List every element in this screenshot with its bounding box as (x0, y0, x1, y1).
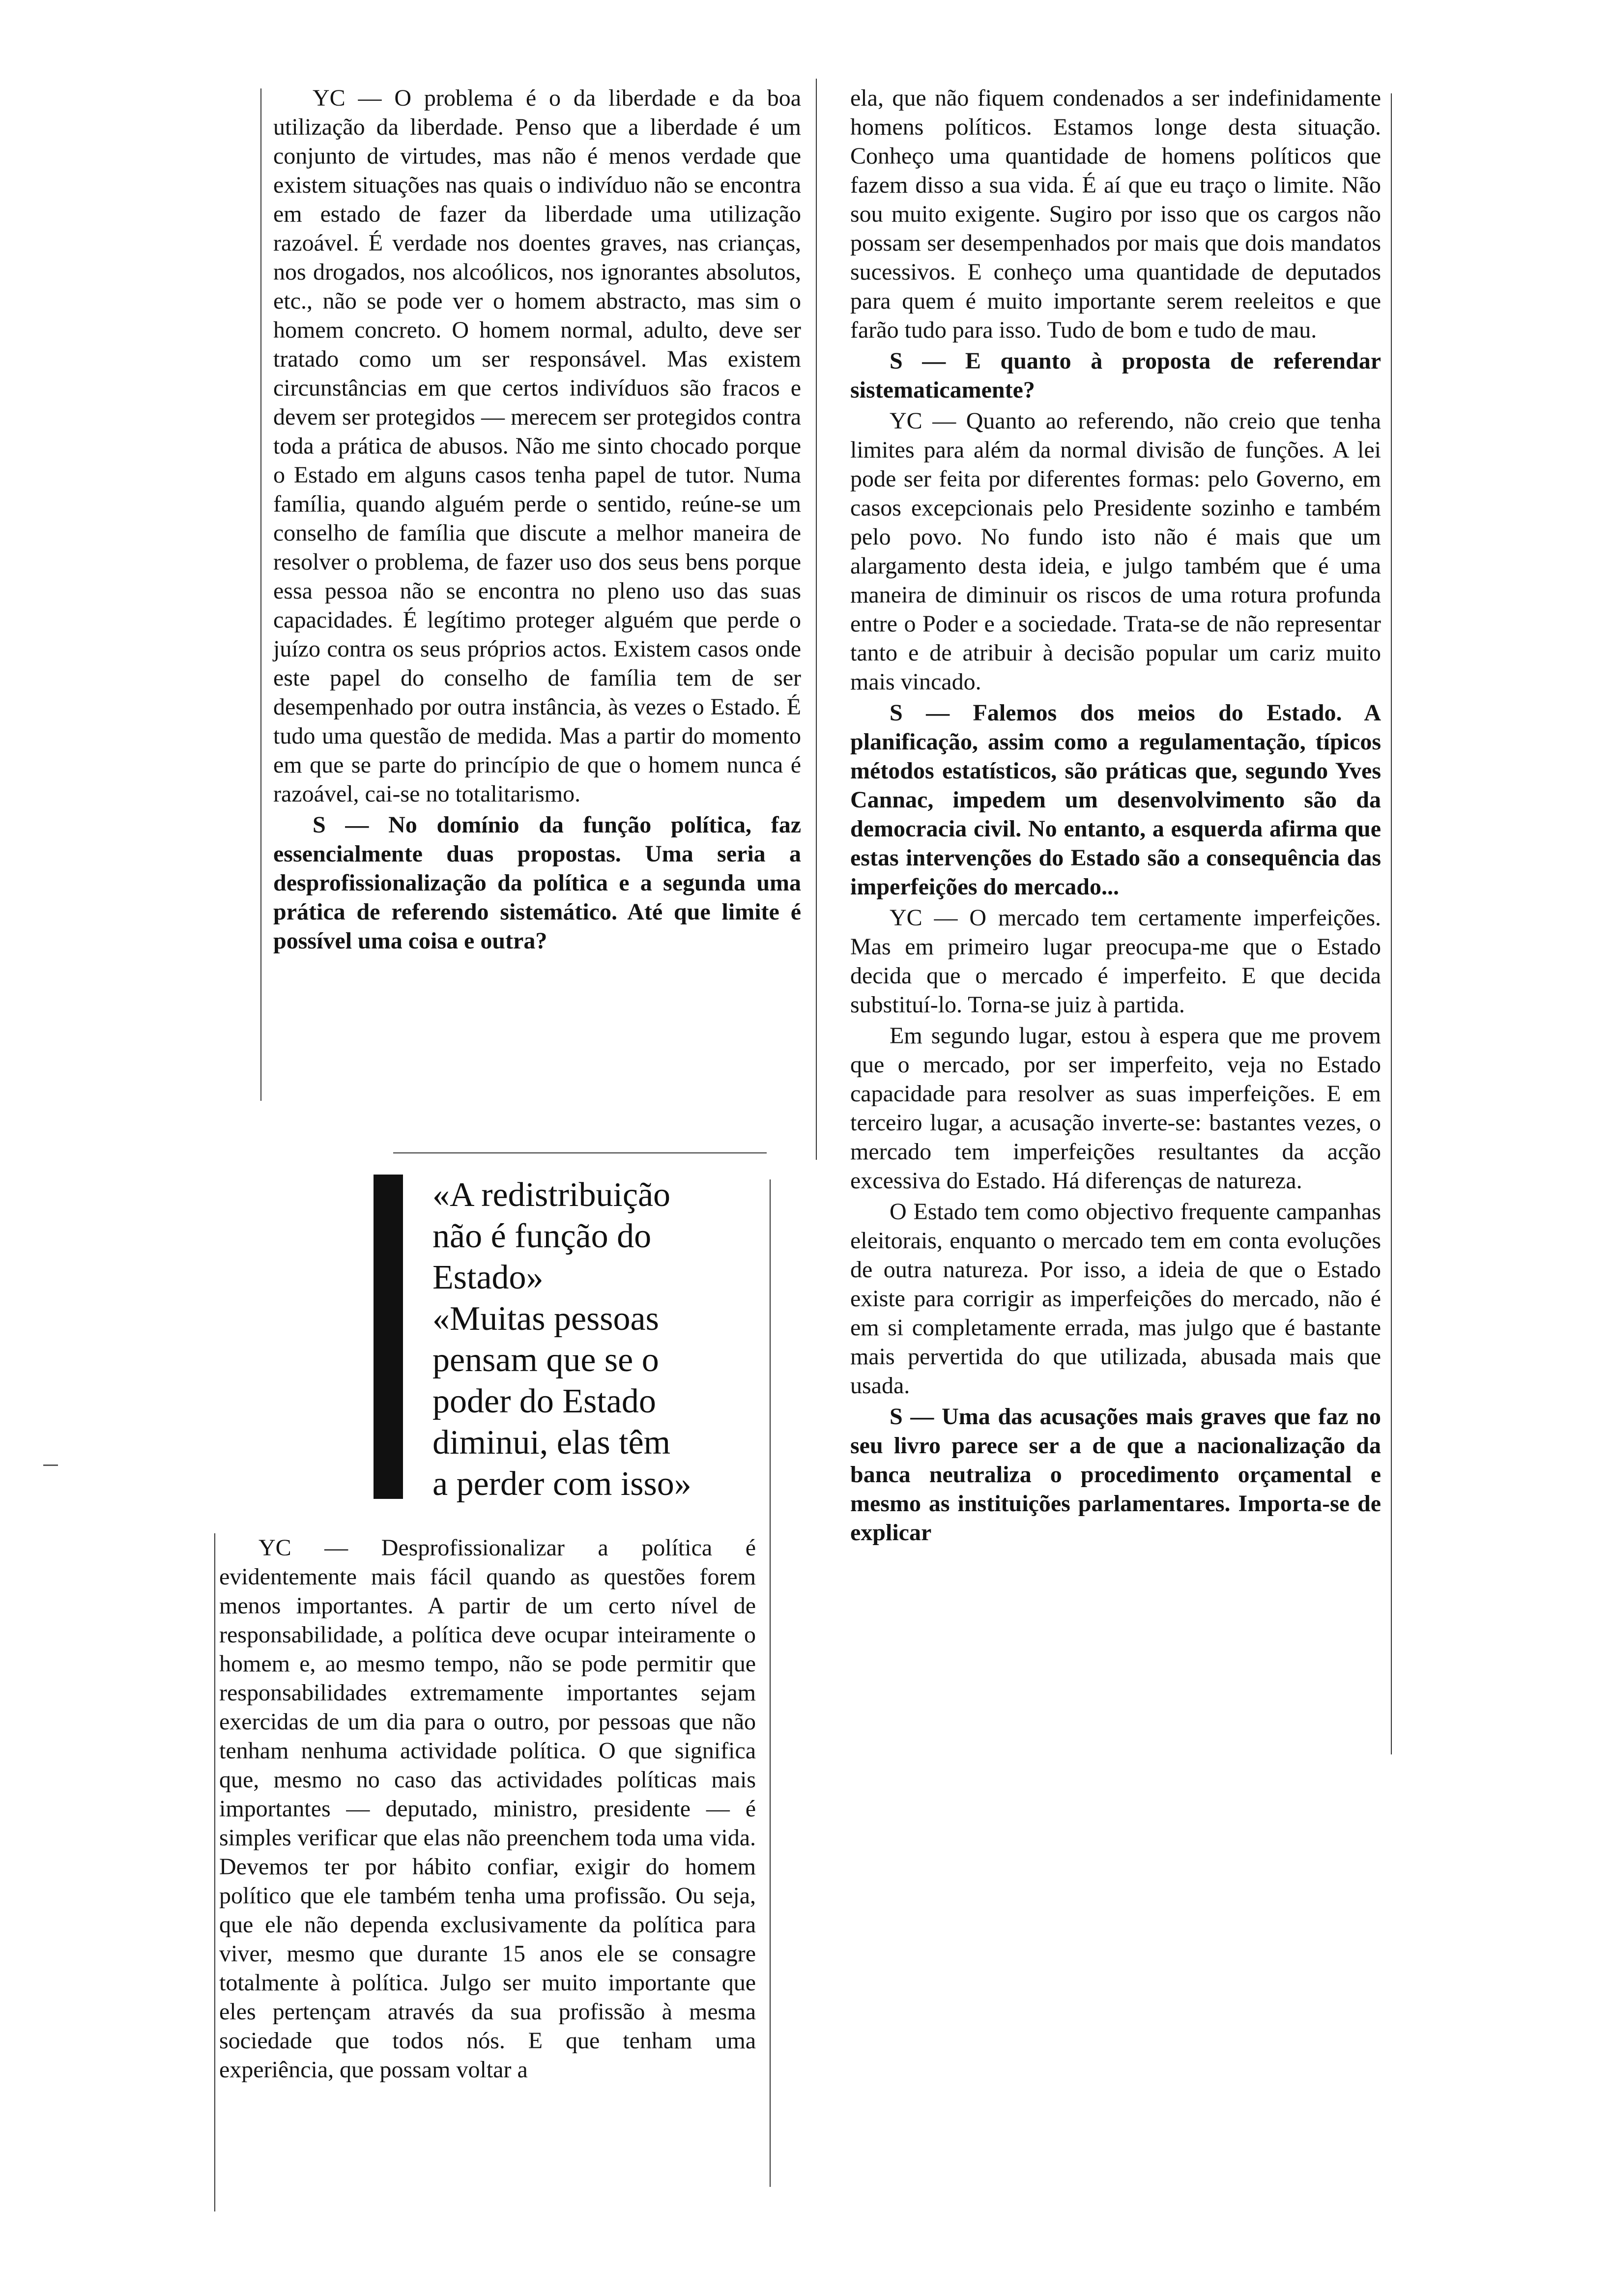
question-paragraph: S — Falemos dos meios do Estado. A planificação, assim como a regulamentação, típicos métodos estatísticos, são práticas que, segundo Yves Cannac, impedem um desenvolvimento são da democracia civil. No entanto, a esquerda afirma que estas intervenções do Estado são a consequência das imperfeições do mercado... (850, 700, 1381, 900)
continued-paragraph: ela, que não fiquem condenados a ser indefinidamente homens políticos. Estamos longe desta situação. Conheço uma quantidade de homens políticos que fazem disso a sua vida. É aí que eu traço o limite. Não sou muito exigente. Sugiro por isso que os cargos não possam ser desempenhados por mais que dois mandatos sucessivos. E conheço uma quantidade de deputados para quem é muito importante serem reeleitos e que farão tudo para isso. Tudo de bom e tudo de mau. (850, 85, 1381, 343)
answer-paragraph: YC — O problema é o da liberdade e da boa utilização da liberdade. Penso que a liberdade é um conjunto de virtudes, mas não é menos verdade que existem situações nas quais o indivíduo não se encontra em estado de fazer da liberdade uma utilização razoável. É verdade nos doentes graves, nas crianças, nos drogados, nos alcoólicos, nos ignorantes absolutos, etc., não se pode ver o homem abstracto, mas sim o homem concreto. O homem normal, adulto, deve ser tratado como um ser responsável. Mas existem circunstâncias em que certos indivíduos são fracos e devem ser protegidos — merecem ser protegidos contra toda a prática de abusos. Não me sinto chocado porque o Estado em alguns casos tenha papel de tutor. Numa família, quando alguém perde o sentido, reúne-se um conselho de família que discute a melhor maneira de resolver o problema, de fazer uso dos seus bens porque essa pessoa não se encontra no pleno uso das suas capacidades. É legítimo proteger alguém que perde o juízo contra os seus próprios actos. Existem casos onde este papel do conselho de família tem de ser desempenhado por outra instância, às vezes o Estado. É tudo uma questão de medida. Mas a partir do momento em que se parte do princípio de que o homem nunca é razoável, cai-se no totalitarismo. (273, 85, 801, 807)
pull-quote (374, 1175, 767, 1519)
pull-quote-bar (374, 1175, 403, 1499)
column-rule-left-lower (214, 1533, 215, 2211)
pull-quote-line: poder do Estado (432, 1382, 656, 1420)
column-rule-center (816, 79, 817, 1160)
article-column-left-bottom (219, 1533, 756, 2084)
column-rule-left (260, 88, 261, 1101)
answer-paragraph: YC — Desprofissionalizar a política é evidentemente mais fácil quando as questões forem menos importantes. A partir de um certo nível de responsabilidade, a política deve ocupar inteiramente o homem e, ao mesmo tempo, não se pode permitir que responsabilidades extremamente importantes sejam exercidas de um dia para o outro, por pessoas que não tenham nenhuma actividade política. O que significa que, mesmo no caso das actividades políticas mais importantes — deputado, ministro, presidente — é simples verificar que elas não preenchem toda uma vida. Devemos ter por hábito confiar, exigir do homem político que ele também tenha uma profissão. Ou seja, que ele não dependa exclusivamente da política para viver, mesmo que durante 15 anos ele se consagre totalmente à política. Julgo ser muito importante que eles pertençam através da sua profissão à mesma sociedade que todos nós. E que tenham uma experiência, que possam voltar a (219, 1535, 756, 2083)
pull-quote-line: não é função do (432, 1217, 652, 1255)
question-paragraph: S — No domínio da função política, faz essencialmente duas propostas. Uma seria a desprofissionalização da política e a segunda uma prática de referendo sistemático. Até que limite é possível uma coisa e outra? (273, 812, 801, 954)
margin-mark (43, 1464, 58, 1466)
pull-quote-line: diminui, elas têm (432, 1424, 671, 1462)
answer-paragraph: YC — Quanto ao referendo, não creio que tenha limites para além da normal divisão de funções. A lei pode ser feita por diferentes formas: pelo Governo, em casos excepcionais pelo Presidente sozinho e também pelo povo. No fundo isto não é mais que um alargamento desta ideia, e julgo também que é uma maneira de diminuir os riscos de uma rotura profunda entre o Poder e a sociedade. Trata-se de não representar tanto e de atribuir à decisão popular um cariz muito mais vincado. (850, 408, 1381, 695)
question-paragraph: S — Uma das acusações mais graves que faz no seu livro parece ser a de que a nacionalização da banca neutraliza o procedimento orçamental e mesmo as instituições parlamentares. Importa-se de explicar (850, 1404, 1381, 1546)
answer-paragraph: Em segundo lugar, estou à espera que me provem que o mercado, por ser imperfeito, veja no Estado capacidade para resolver as suas imperfeições. E em terceiro lugar, a acusação inverte-se: bastantes vezes, o mercado tem imperfeições resultantes da acção excessiva do Estado. Há diferenças de natureza. (850, 1023, 1381, 1194)
pull-quote-line: pensam que se o (432, 1341, 659, 1379)
question-paragraph: S — E quanto à proposta de referendar sistematicamente? (850, 348, 1381, 403)
column-rule-right (1391, 93, 1392, 1754)
pull-quote-line: «Muitas pessoas (432, 1300, 659, 1338)
pull-quote-line: «A redistribuição (432, 1176, 671, 1214)
article-column-left-top (273, 84, 801, 955)
pullquote-top-rule (393, 1152, 767, 1153)
article-column-right (850, 84, 1381, 1547)
pull-quote-text (432, 1175, 777, 1505)
pull-quote-line: a perder com isso» (432, 1465, 691, 1503)
answer-paragraph: O Estado tem como objectivo frequente campanhas eleitorais, enquanto o mercado tem em conta evoluções de outra natureza. Por isso, a ideia de que o Estado existe para corrigir as imperfeições do mercado, não é em si completamente errada, mas julgo que é bastante mais pervertida do que utilizada, abusada mais que usada. (850, 1199, 1381, 1399)
pull-quote-line: Estado» (432, 1259, 544, 1296)
answer-paragraph: YC — O mercado tem certamente imperfeições. Mas em primeiro lugar preocupa-me que o Estado decida que o mercado é imperfeito. E que decida substituí-lo. Torna-se juiz à partida. (850, 905, 1381, 1018)
